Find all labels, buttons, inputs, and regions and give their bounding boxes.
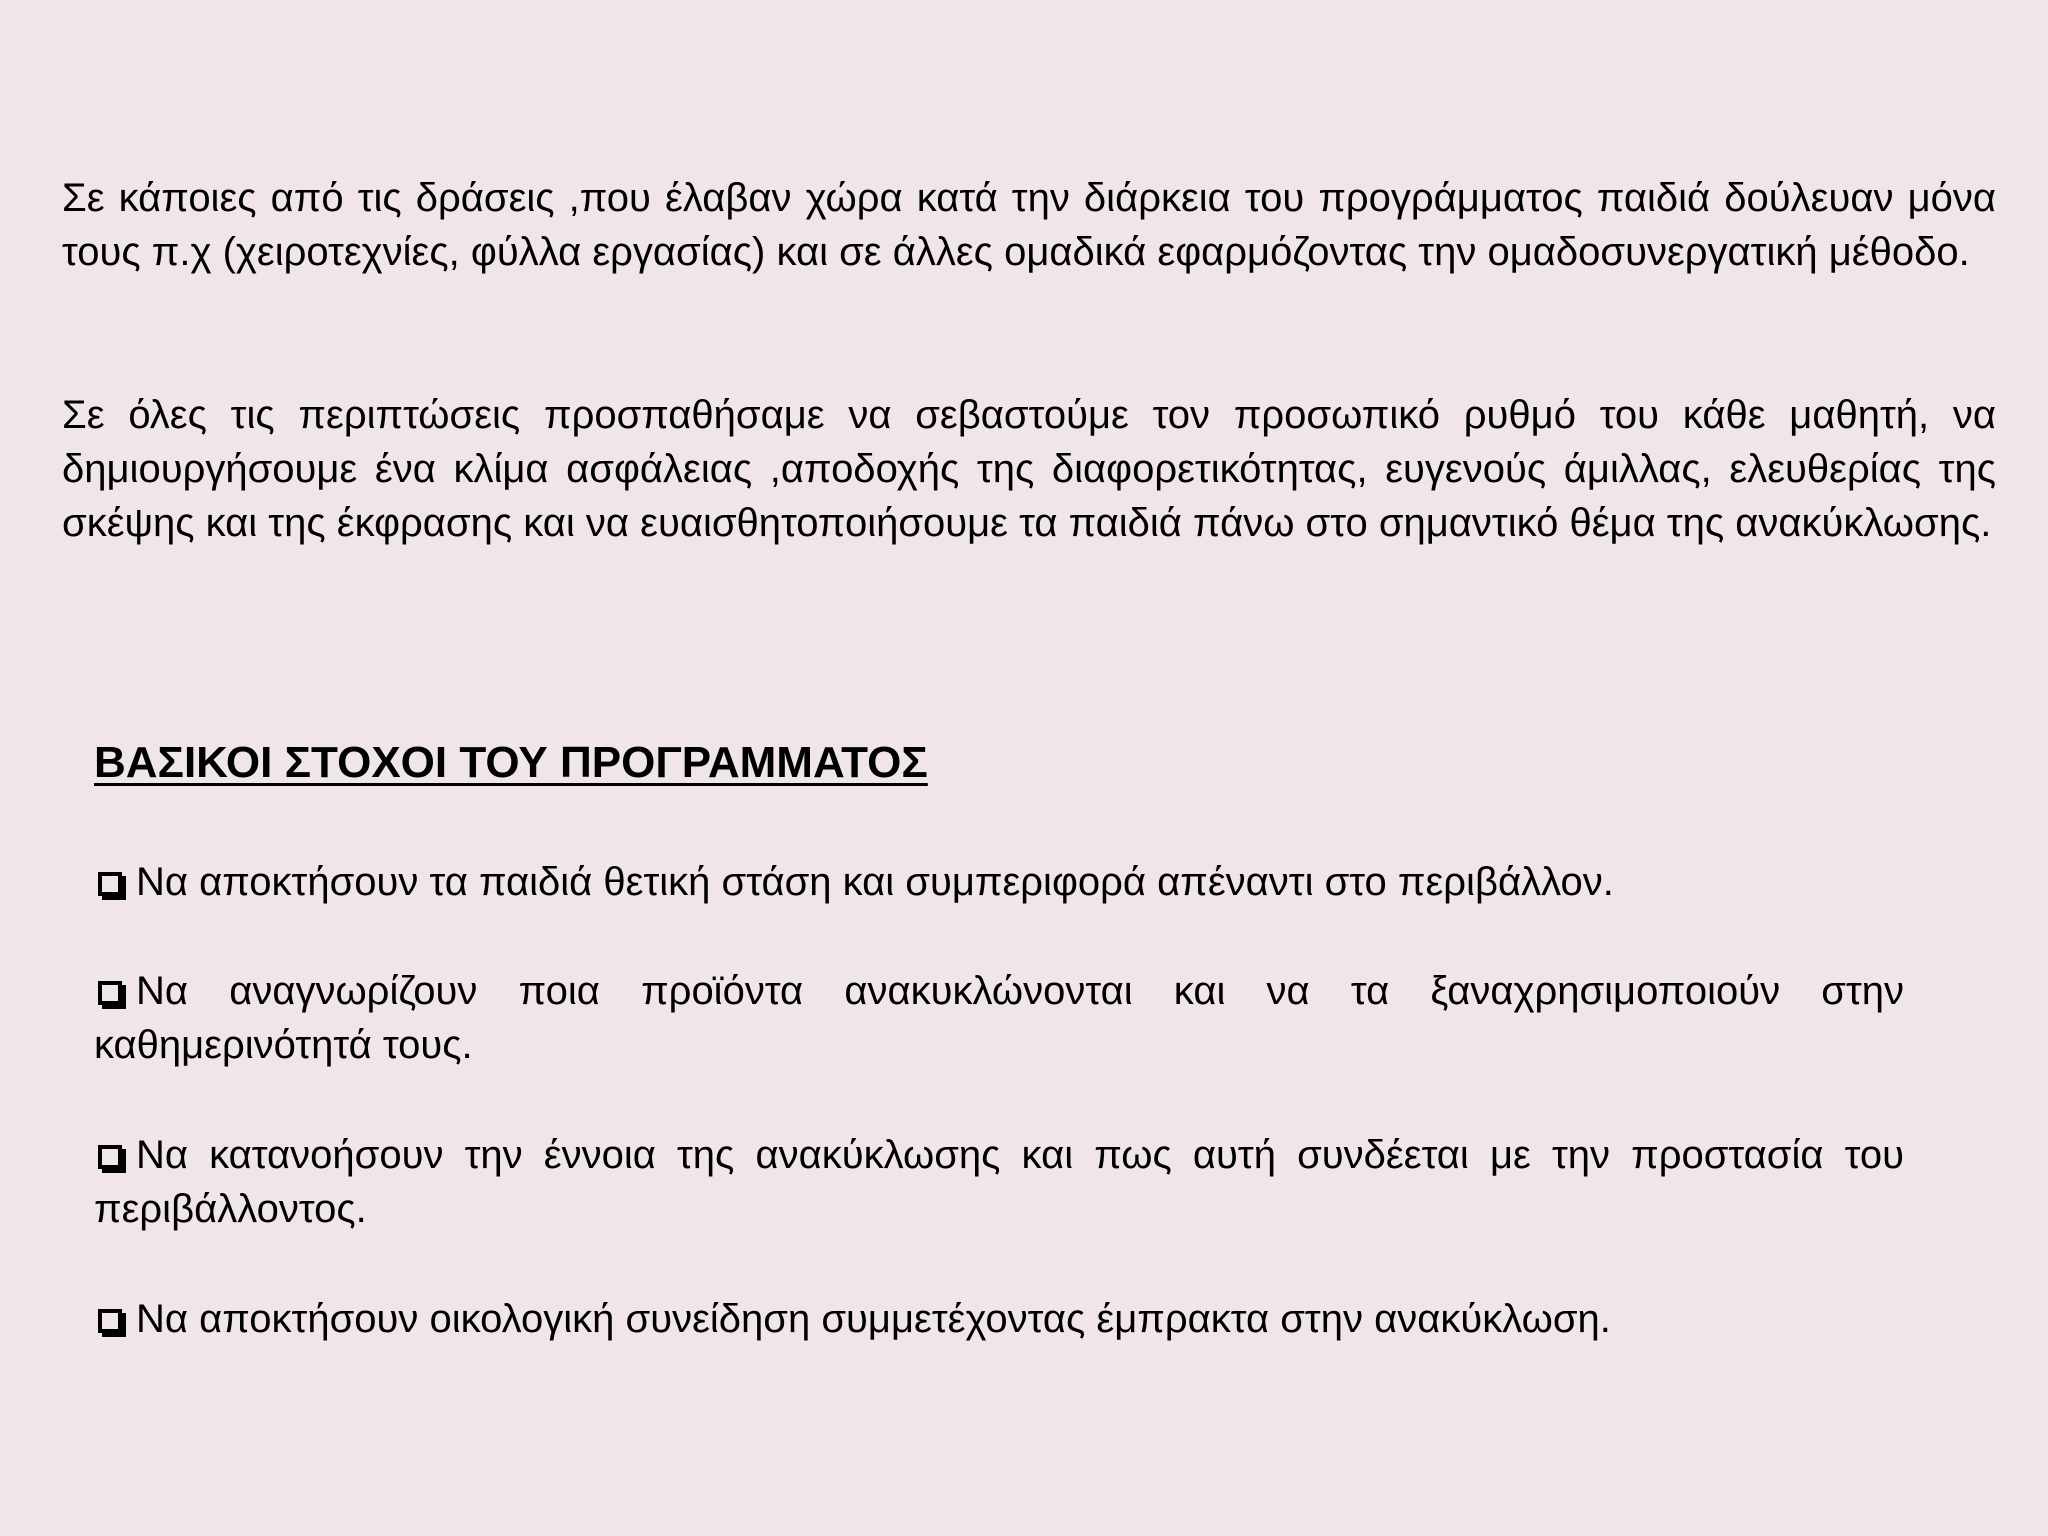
checkbox-icon [98,872,122,896]
goal-item-text: Να αποκτήσουν οικολογική συνείδηση συμμετέχοντας έμπρακτα στην ανακύκλωση. [136,1297,1611,1341]
intro-paragraph-2: Σε όλες τις περιπτώσεις προσπαθήσαμε να σεβαστούμε τον προσωπικό ρυθμό του κάθε μαθητή, να δημιουργήσουμε ένα κλίμα ασφάλειας ,αποδοχής της διαφορετικότητας, ευγενούς άμιλλας, ελευθερίας της σκέψης και της έκφρασης και να ευαισθητοποιήσουμε τα παιδιά πάνω στο σημαντικό θέμα της ανακύκλωσης. [62,393,1996,545]
goal-item [94,964,1904,1072]
goal-item-text: Να αποκτήσουν τα παιδιά θετική στάση και συμπεριφορά απέναντι στο περιβάλλον. [136,860,1614,904]
goals-heading: ΒΑΣΙΚΟΙ ΣΤΟΧΟΙ ΤΟΥ ΠΡΟΓΡΑΜΜΑΤΟΣ [94,738,928,787]
goal-item [94,1292,1904,1346]
goal-item-text: Να αναγνωρίζουν ποια προϊόντα ανακυκλώνονται και να τα ξαναχρησιμοποιούν στην καθημερινότητά τους. [94,969,1904,1067]
goal-item [94,1128,1904,1236]
checkbox-icon [98,1145,122,1169]
checkbox-icon [98,1309,122,1333]
goal-item-text: Να κατανοήσουν την έννοια της ανακύκλωσης και πως αυτή συνδέεται με την προστασία του περιβάλλοντος. [94,1133,1904,1231]
goal-item [94,855,1904,909]
intro-paragraph-1: Σε κάποιες από τις δράσεις ,που έλαβαν χώρα κατά την διάρκεια του προγράμματος παιδιά δούλευαν μόνα τους π.χ (χειροτεχνίες, φύλλα εργασίας) και σε άλλες ομαδικά εφαρμόζοντας την ομαδοσυνεργατική μέθοδο. [62,176,1996,274]
checkbox-icon [98,981,122,1005]
